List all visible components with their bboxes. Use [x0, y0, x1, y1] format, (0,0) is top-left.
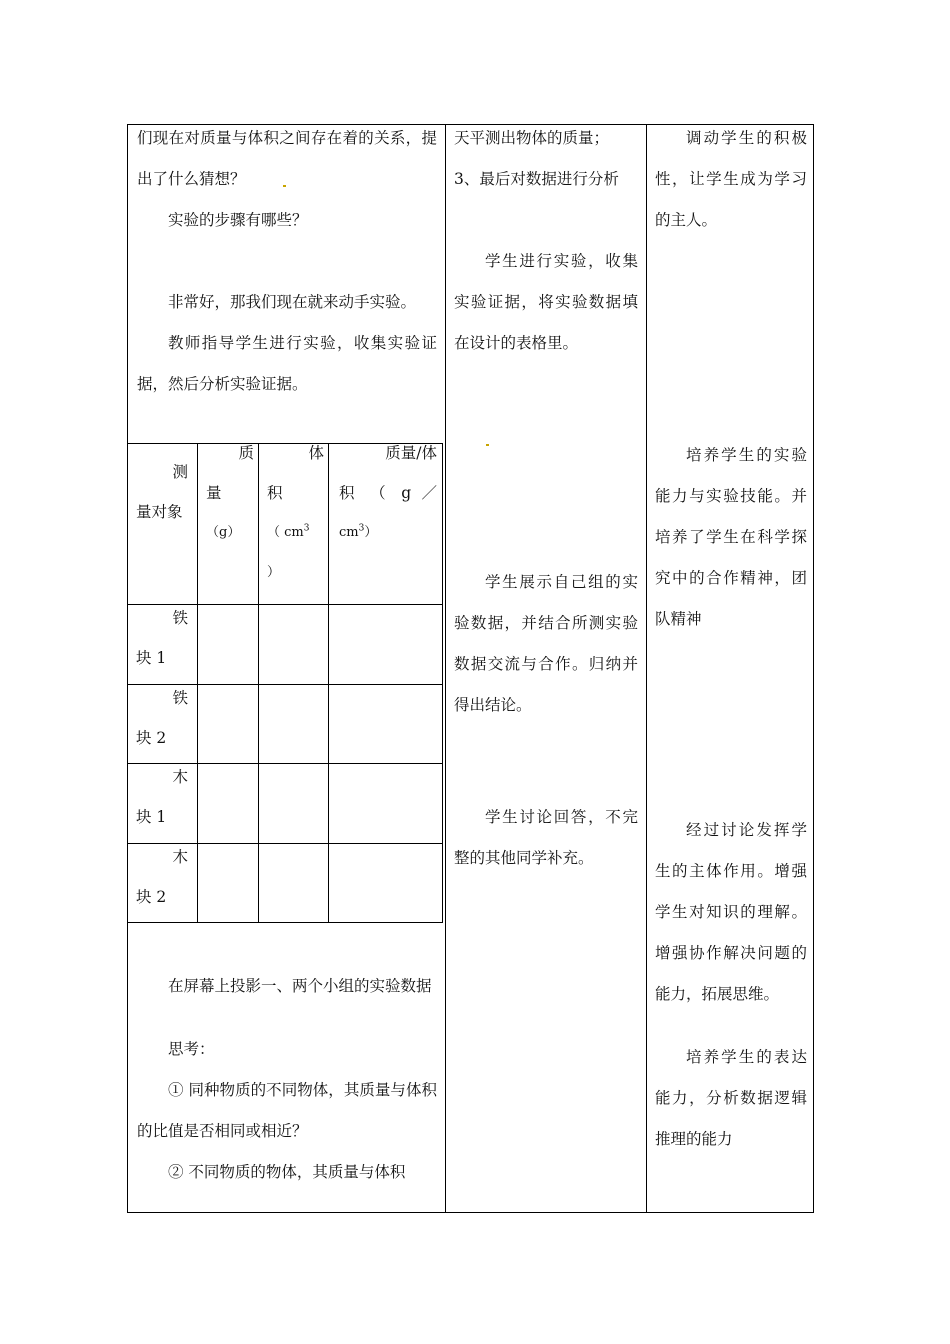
- col3-paragraph: 经过讨论发挥学生的主体作用。增强学生对知识的理解。增强协作解决问题的能力，拓展思维。: [655, 821, 807, 1003]
- design-intent-column: [655, 435, 807, 640]
- teacher-activity-column: [137, 118, 437, 405]
- col1-paragraph: 们现在对质量与体积之间存在着的关系，提出了什么猜想？: [137, 129, 437, 188]
- student-activity-column: [454, 118, 638, 364]
- header-measure-object: 测 量对象: [136, 463, 188, 521]
- table-row: 铁 块 1: [136, 609, 188, 667]
- col2-paragraph: 3、最后对数据进行分析: [454, 170, 619, 188]
- col2-paragraph: 天平测出物体的质量；: [454, 129, 610, 147]
- table-row: 木 块 2: [136, 848, 188, 906]
- col3-paragraph: 培养学生的表达能力，分析数据逻辑推理的能力: [655, 1048, 807, 1148]
- column-divider: [445, 125, 446, 1212]
- col2-paragraph: 学生展示自己组的实验数据，并结合所测实验数据交流与合作。归纳并得出结论。: [454, 573, 638, 714]
- col1-paragraph: 在屏幕上投影一、两个小组的实验数据: [168, 977, 432, 995]
- table-row: 木 块 1: [136, 768, 188, 826]
- col2-paragraph: 学生讨论回答，不完整的其他同学补充。: [454, 808, 638, 867]
- column-divider: [646, 125, 647, 1212]
- col1-paragraph: 实验的步骤有哪些？: [168, 211, 308, 229]
- col1-paragraph: ① 同种物质的不同物体，其质量与体积的比值是否相同或相近？: [137, 1081, 437, 1140]
- table-row: 铁 块 2: [136, 689, 188, 747]
- header-mass: 质 量 （g）: [206, 444, 254, 540]
- teacher-activity-column-lower: [137, 966, 437, 1193]
- student-activity-column: [454, 797, 638, 879]
- stray-mark: [283, 185, 286, 187]
- lesson-plan-table: [127, 124, 814, 1213]
- col1-paragraph: 教师指导学生进行实验，收集实验证据，然后分析实验证据。: [137, 334, 437, 393]
- header-density: 质量/体 积 （ g ／ $cm^3$）: [339, 444, 437, 540]
- col3-paragraph: 培养学生的实验能力与实验技能。并培养了学生在科学探究中的合作精神，团队精神: [655, 446, 807, 628]
- stray-mark: [486, 444, 489, 446]
- data-table: [128, 443, 443, 923]
- col1-paragraph: 思考：: [168, 1040, 215, 1058]
- header-volume: 体 积 （ $cm^3$ ）: [267, 444, 324, 580]
- col1-paragraph: ② 不同物质的物体，其质量与体积: [168, 1163, 406, 1181]
- col1-paragraph: 非常好，那我们现在就来动手实验。: [168, 293, 417, 311]
- student-activity-column: [454, 562, 638, 726]
- col3-paragraph: 调动学生的积极性，让学生成为学习的主人。: [655, 129, 807, 229]
- col2-paragraph: 学生进行实验，收集实验证据，将实验数据填在设计的表格里。: [454, 252, 638, 352]
- design-intent-column: [655, 810, 807, 1160]
- design-intent-column: [655, 118, 807, 241]
